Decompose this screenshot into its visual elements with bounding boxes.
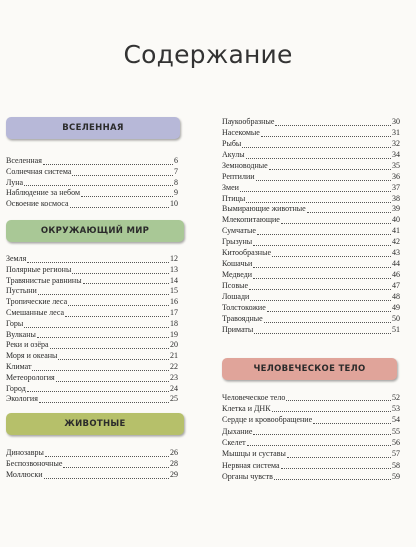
dot-leader	[38, 294, 169, 295]
dot-leader	[65, 316, 169, 317]
toc-entry-title: Кошачьи	[222, 259, 253, 269]
left-column	[6, 117, 178, 481]
toc-entry-page: 40	[392, 215, 400, 225]
dot-leader	[257, 234, 391, 235]
toc-entry-title: Млекопитающие	[222, 215, 280, 225]
dot-leader	[70, 207, 169, 208]
dot-leader	[45, 456, 169, 457]
toc-entry-page: 46	[392, 270, 400, 280]
toc-entry[interactable]	[222, 215, 400, 226]
toc-entry-page: 13	[170, 264, 178, 274]
toc-entry-title: Мышцы и суставы	[222, 449, 286, 459]
toc-entry-title: Насекомые	[222, 127, 260, 137]
dot-leader	[83, 283, 169, 284]
toc-entry[interactable]	[6, 265, 178, 276]
toc-entry-title: Смешанные леса	[6, 307, 65, 317]
toc-entry-page: 26	[170, 448, 178, 458]
toc-entry-page: 17	[170, 307, 178, 317]
toc-entry-page: 20	[170, 340, 178, 350]
dot-leader	[81, 196, 173, 197]
toc-entry[interactable]	[222, 139, 400, 150]
toc-entry[interactable]	[6, 384, 178, 395]
toc-entry-page: 8	[174, 177, 178, 187]
dot-leader	[286, 400, 391, 401]
dot-leader	[250, 300, 391, 301]
toc-entry-title: Птицы	[222, 193, 246, 203]
dot-leader	[24, 185, 173, 186]
dot-leader	[43, 164, 173, 165]
dot-leader	[254, 333, 391, 334]
toc-entry[interactable]	[222, 325, 400, 336]
toc-entry-title: Земля	[6, 253, 27, 263]
toc-entry[interactable]	[222, 414, 400, 425]
toc-entry-title: Травянистые равнины	[6, 275, 82, 285]
toc-entry-page: 57	[392, 449, 400, 459]
toc-entry-page: 34	[392, 149, 400, 159]
toc-entry-title: Акулы	[222, 149, 245, 159]
toc-entry-page: 37	[392, 182, 400, 192]
dot-leader	[274, 479, 391, 480]
toc-entry-title: Тропические леса	[6, 297, 68, 307]
dot-leader	[39, 402, 169, 403]
dot-leader	[281, 223, 391, 224]
toc-entry-page: 18	[170, 318, 178, 328]
toc-entry-page: 55	[392, 426, 400, 436]
dot-leader	[249, 289, 391, 290]
toc-entry-title: Моря и океаны	[6, 351, 58, 361]
toc-entry-title: Клетка и ДНК	[222, 404, 271, 414]
toc-entry-title: Земноводные	[222, 160, 268, 170]
toc-entry-title: Приматы	[222, 324, 254, 334]
toc-entry[interactable]	[222, 172, 400, 183]
toc-list-animals-continued	[222, 117, 400, 336]
dot-leader	[44, 478, 170, 479]
toc-entry-page: 51	[392, 324, 400, 334]
toc-entry-page: 29	[170, 469, 178, 479]
section-heading-human[interactable]: ЧЕЛОВЕЧЕСКОЕ ТЕЛО	[222, 358, 397, 380]
dot-leader	[72, 273, 169, 274]
dot-leader	[264, 322, 391, 323]
toc-entry-title: Наблюдение за небом	[6, 188, 81, 198]
toc-entry[interactable]	[222, 128, 400, 139]
toc-entry-page: 9	[174, 188, 178, 198]
toc-entry-title: Грызуны	[222, 237, 253, 247]
toc-entry-title: Беспозвоночные	[6, 458, 63, 468]
toc-entry-title: Паукообразные	[222, 116, 275, 126]
dot-leader	[50, 348, 169, 349]
toc-entry-title: Скелет	[222, 437, 246, 447]
toc-entry-title: Сердце и кровообращение	[222, 415, 313, 425]
toc-entry-page: 7	[174, 166, 178, 176]
toc-entry-title: Дыхание	[222, 426, 253, 436]
dot-leader	[63, 467, 169, 468]
dot-leader	[32, 370, 169, 371]
dot-leader	[272, 256, 391, 257]
dot-leader	[253, 245, 391, 246]
toc-entry-title: Реки и озёра	[6, 340, 49, 350]
toc-entry[interactable]	[222, 471, 400, 482]
dot-leader	[307, 212, 391, 213]
toc-entry-title: Горы	[6, 318, 24, 328]
toc-entry[interactable]	[6, 297, 178, 308]
toc-list-universe	[6, 156, 178, 210]
toc-entry-title: Солнечная система	[6, 166, 72, 176]
toc-entry[interactable]	[6, 156, 178, 167]
toc-entry-page: 36	[392, 171, 400, 181]
toc-entry-title: Псовые	[222, 281, 249, 291]
toc-entry-title: Человеческое тело	[222, 392, 286, 402]
toc-entry[interactable]	[222, 437, 400, 448]
toc-entry-page: 49	[392, 302, 400, 312]
dot-leader	[72, 175, 173, 176]
toc-entry[interactable]	[6, 308, 178, 319]
toc-entry[interactable]	[222, 226, 400, 237]
toc-entry[interactable]	[222, 259, 400, 270]
toc-entry[interactable]	[6, 373, 178, 384]
toc-entry-title: Полярные регионы	[6, 264, 72, 274]
toc-entry-page: 35	[392, 160, 400, 170]
page-title: Содержание	[123, 40, 293, 69]
toc-entry[interactable]	[222, 205, 400, 216]
toc-entry-page: 24	[170, 383, 178, 393]
dot-leader	[37, 337, 169, 338]
toc-entry[interactable]	[222, 426, 400, 437]
dot-leader	[246, 158, 391, 159]
toc-entry[interactable]	[222, 281, 400, 292]
toc-entry[interactable]	[6, 188, 178, 199]
toc-entry-page: 58	[392, 460, 400, 470]
toc-entry-title: Толстокожие	[222, 302, 266, 312]
toc-entry[interactable]	[222, 403, 400, 414]
toc-list-world	[6, 254, 178, 405]
toc-entry[interactable]	[6, 330, 178, 341]
toc-entry-title: Рыбы	[222, 138, 242, 148]
toc-entry-title: Травоядные	[222, 313, 263, 323]
toc-entry-page: 14	[170, 275, 178, 285]
dot-leader	[242, 147, 391, 148]
dot-leader	[58, 359, 169, 360]
toc-entry-page: 12	[170, 253, 178, 263]
toc-entry-page: 52	[392, 392, 400, 402]
section-heading-universe[interactable]: ВСЕЛЕННАЯ	[6, 117, 180, 139]
toc-entry-title: Вымирающие животные	[222, 204, 306, 214]
toc-entry[interactable]	[6, 448, 178, 459]
toc-entry-title: Город	[6, 383, 26, 393]
dot-leader	[287, 457, 391, 458]
dot-leader	[253, 278, 391, 279]
toc-entry-page: 59	[392, 471, 400, 481]
toc-entry[interactable]	[222, 161, 400, 172]
toc-entry-page: 21	[170, 351, 178, 361]
toc-entry[interactable]	[222, 460, 400, 471]
toc-entry[interactable]	[6, 319, 178, 330]
toc-entry-page: 44	[392, 259, 400, 269]
toc-entry-page: 22	[170, 361, 178, 371]
toc-entry[interactable]	[6, 351, 178, 362]
dot-leader	[253, 267, 391, 268]
toc-entry[interactable]	[222, 237, 400, 248]
toc-entry-page: 56	[392, 437, 400, 447]
toc-entry-title: Экология	[6, 394, 38, 404]
right-column	[222, 117, 400, 482]
toc-entry-title: Сумчатые	[222, 226, 256, 236]
toc-entry-page: 43	[392, 248, 400, 258]
toc-entry[interactable]	[222, 117, 400, 128]
dot-leader	[272, 411, 391, 412]
toc-entry-page: 38	[392, 193, 400, 203]
dot-leader	[68, 305, 169, 306]
dot-leader	[261, 136, 391, 137]
toc-entry-page: 31	[392, 127, 400, 137]
toc-entry-title: Рептилии	[222, 171, 255, 181]
toc-entry[interactable]	[222, 448, 400, 459]
toc-entry-title: Нервная система	[222, 460, 280, 470]
toc-entry-title: Освоение космоса	[6, 199, 69, 209]
toc-entry[interactable]	[222, 270, 400, 281]
dot-leader	[281, 468, 391, 469]
section-heading-animals[interactable]: ЖИВОТНЫЕ	[6, 413, 184, 435]
toc-entry-title: Моллюски	[6, 469, 43, 479]
toc-entry[interactable]	[6, 470, 178, 481]
toc-entry[interactable]	[222, 392, 400, 403]
toc-entry[interactable]	[6, 199, 178, 210]
toc-entry[interactable]	[6, 394, 178, 405]
dot-leader	[275, 125, 391, 126]
toc-entry-title: Вселенная	[6, 156, 42, 165]
toc-entry[interactable]	[6, 362, 178, 373]
toc-entry-page: 53	[392, 404, 400, 414]
toc-entry[interactable]	[6, 254, 178, 265]
toc-entry[interactable]	[222, 314, 400, 325]
toc-entry-page: 15	[170, 286, 178, 296]
toc-entry-page: 42	[392, 237, 400, 247]
toc-entry-title: Пустыни	[6, 286, 37, 296]
dot-leader	[269, 169, 391, 170]
dot-leader	[253, 434, 391, 435]
toc-entry-page: 25	[170, 394, 178, 404]
toc-entry-page: 28	[170, 458, 178, 468]
toc-entry[interactable]	[222, 194, 400, 205]
dot-leader	[56, 381, 169, 382]
toc-entry-page: 47	[392, 281, 400, 291]
toc-entry-page: 23	[170, 372, 178, 382]
toc-entry-page: 39	[392, 204, 400, 214]
toc-entry-title: Лошади	[222, 291, 250, 301]
section-heading-world[interactable]: ОКРУЖАЮЩИЙ МИР	[6, 220, 184, 242]
dot-leader	[27, 262, 169, 263]
toc-entry-title: Метеорология	[6, 372, 55, 382]
dot-leader	[246, 202, 391, 203]
dot-leader	[24, 327, 169, 328]
dot-leader	[313, 423, 391, 424]
dot-leader	[240, 191, 391, 192]
toc-entry[interactable]	[6, 459, 178, 470]
toc-entry-title: Змеи	[222, 182, 239, 192]
toc-entry[interactable]	[6, 167, 178, 178]
toc-entry-title: Органы чувств	[222, 471, 273, 481]
dot-leader	[267, 311, 391, 312]
toc-entry[interactable]	[6, 286, 178, 297]
toc-entry-page: 48	[392, 291, 400, 301]
toc-entry-page: 50	[392, 313, 400, 323]
dot-leader	[27, 391, 169, 392]
toc-entry[interactable]	[222, 303, 400, 314]
toc-entry-page: 54	[392, 415, 400, 425]
toc-entry-title: Динозавры	[6, 448, 44, 458]
toc-entry[interactable]	[6, 178, 178, 189]
toc-entry-title: Вулканы	[6, 329, 36, 339]
toc-entry-title: Китообразные	[222, 248, 271, 258]
toc-entry[interactable]	[222, 183, 400, 194]
toc-list-human	[222, 392, 400, 482]
toc-entry[interactable]	[222, 150, 400, 161]
toc-entry-page: 41	[392, 226, 400, 236]
dot-leader	[247, 445, 391, 446]
toc-entry[interactable]	[6, 276, 178, 287]
toc-entry[interactable]	[222, 292, 400, 303]
toc-entry-page: 30	[392, 116, 400, 126]
toc-entry-page: 16	[170, 297, 178, 307]
toc-entry-page: 10	[170, 199, 178, 209]
dot-leader	[256, 180, 391, 181]
toc-entry-title: Луна	[6, 177, 24, 187]
toc-list-animals	[6, 448, 178, 480]
toc-entry-title: Медведи	[222, 270, 253, 280]
toc-entry-page: 6	[174, 156, 178, 165]
toc-entry[interactable]	[6, 340, 178, 351]
toc-entry-page: 19	[170, 329, 178, 339]
toc-entry-title: Климат	[6, 361, 32, 371]
toc-entry-page: 32	[392, 138, 400, 148]
toc-entry[interactable]	[222, 248, 400, 259]
